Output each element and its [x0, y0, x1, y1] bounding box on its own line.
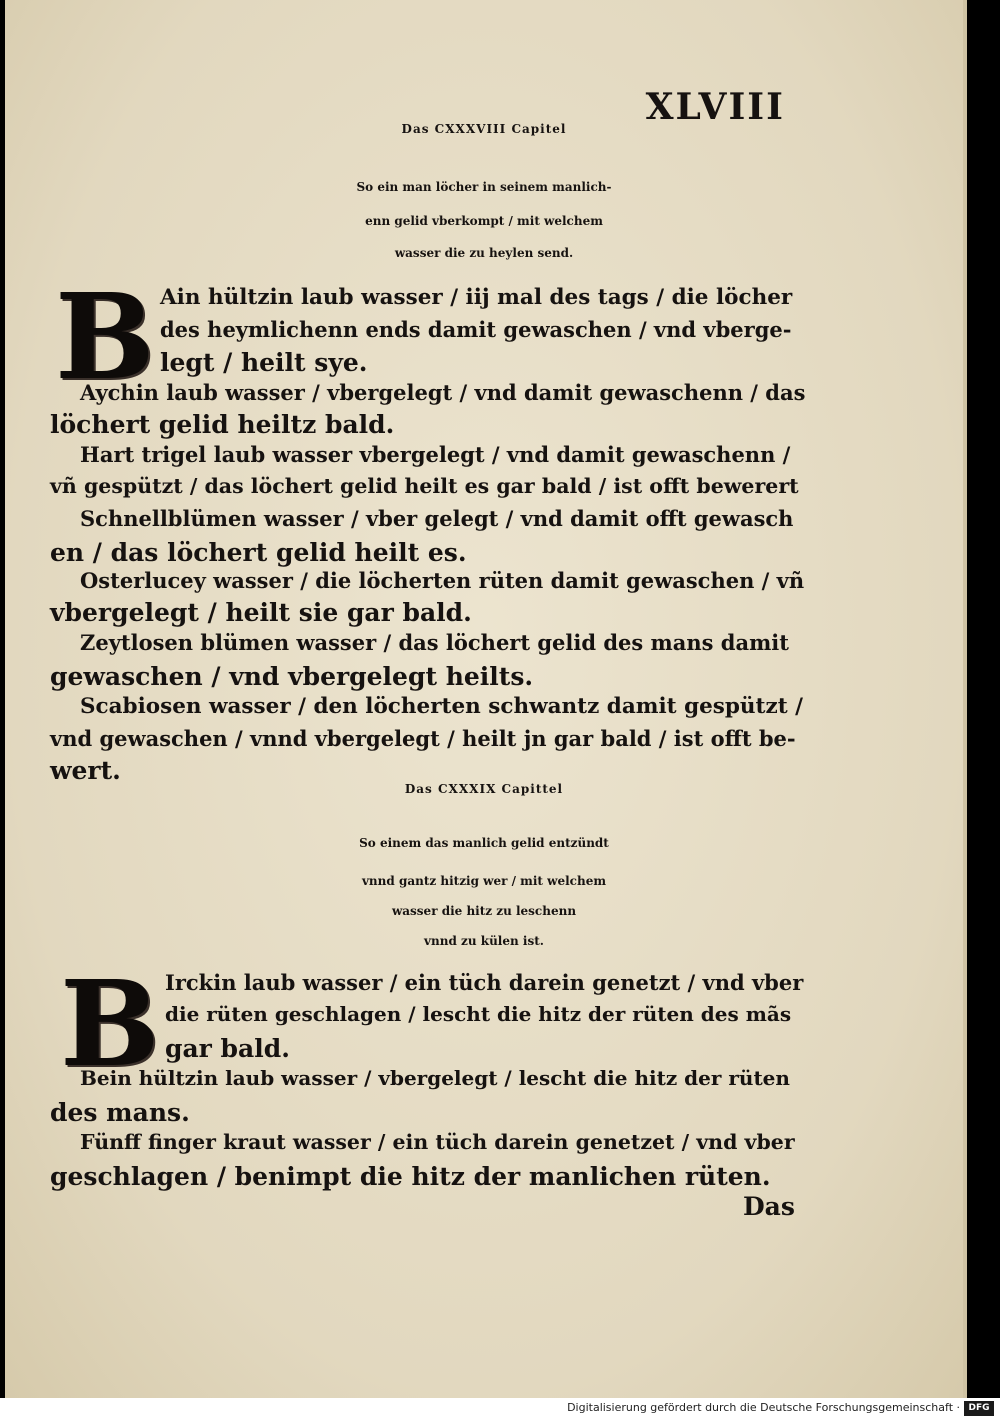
- text-line: vñ gespützt / das löchert gelid heilt es gar bald / ist offt bewerert: [50, 474, 799, 498]
- text-line: legt / heilt sye.: [160, 348, 368, 377]
- text-line: Zeytlosen blümen wasser / das löchert gelid des mans damit: [80, 630, 789, 655]
- text-line: Aychin laub wasser / vbergelegt / vnd damit gewaschenn / das: [80, 380, 806, 405]
- chapter-139-heading: Das CXXXIX Capittel: [404, 782, 564, 796]
- funding-notice: Digitalisierung gefördert durch die Deutsche Forschungsgemeinschaft ·: [567, 1401, 960, 1414]
- chapter-139-subtitle-line: wasser die hitz zu leschenn: [391, 904, 577, 918]
- chapter-139-subtitle-line: So einem das manlich gelid entzündt: [359, 836, 609, 850]
- book-page: [5, 0, 967, 1398]
- text-line: des heymlichenn ends damit gewaschen / vnd vberge-: [160, 317, 792, 342]
- text-line: löchert gelid heiltz bald.: [50, 410, 395, 439]
- chapter-138-subtitle-line: So ein man löcher in seinem manlich-: [356, 180, 612, 194]
- text-line: Ain hültzin laub wasser / iij mal des tags / die löcher: [160, 285, 793, 310]
- footer-bar: [0, 1398, 1000, 1420]
- chapter-138-subtitle-line: enn gelid vberkompt / mit welchem: [365, 214, 603, 228]
- chapter-138-subtitle-line: wasser die zu heylen send.: [394, 246, 574, 260]
- text-line: Scabiosen wasser / den löcherten schwantz damit gespützt /: [80, 694, 803, 719]
- text-line: gewaschen / vnd vbergelegt heilts.: [50, 662, 534, 691]
- chapter-139-subtitle-line: vnnd zu külen ist.: [424, 934, 544, 948]
- decorated-initial: B: [60, 954, 160, 1093]
- text-line: geschlagen / benimpt die hitz der manlichen rüten.: [50, 1162, 771, 1191]
- text-line: Fünff finger kraut wasser / ein tüch darein genetzet / vnd vber: [80, 1130, 795, 1154]
- text-line: en / das löchert gelid heilt es.: [50, 538, 467, 567]
- text-line: Irckin laub wasser / ein tüch darein genetzt / vnd vber: [165, 970, 804, 995]
- text-line: gar bald.: [165, 1034, 290, 1063]
- text-line: wert.: [50, 756, 121, 785]
- decorated-initial: B: [55, 267, 155, 406]
- text-line: des mans.: [50, 1098, 190, 1127]
- text-line: Bein hültzin laub wasser / vbergelegt / lescht die hitz der rüten: [80, 1066, 790, 1090]
- chapter-138-heading: Das CXXXVIII Capitel: [401, 122, 567, 136]
- catchword: Das: [743, 1192, 795, 1221]
- text-line: Schnellblümen wasser / vber gelegt / vnd damit offt gewasch: [80, 506, 794, 531]
- folio-number: XLVIII: [645, 86, 785, 128]
- text-line: vnd gewaschen / vnnd vbergelegt / heilt jn gar bald / ist offt be-: [50, 726, 796, 751]
- text-line: vbergelegt / heilt sie gar bald.: [50, 598, 472, 627]
- text-line: die rüten geschlagen / lescht die hitz der rüten des mãs: [165, 1002, 792, 1026]
- dfg-logo: DFG: [964, 1401, 994, 1416]
- text-line: Osterlucey wasser / die löcherten rüten damit gewaschen / vñ: [80, 568, 805, 593]
- text-line: Hart trigel laub wasser vbergelegt / vnd damit gewaschenn /: [80, 442, 791, 467]
- chapter-139-subtitle-line: vnnd gantz hitzig wer / mit welchem: [361, 874, 607, 888]
